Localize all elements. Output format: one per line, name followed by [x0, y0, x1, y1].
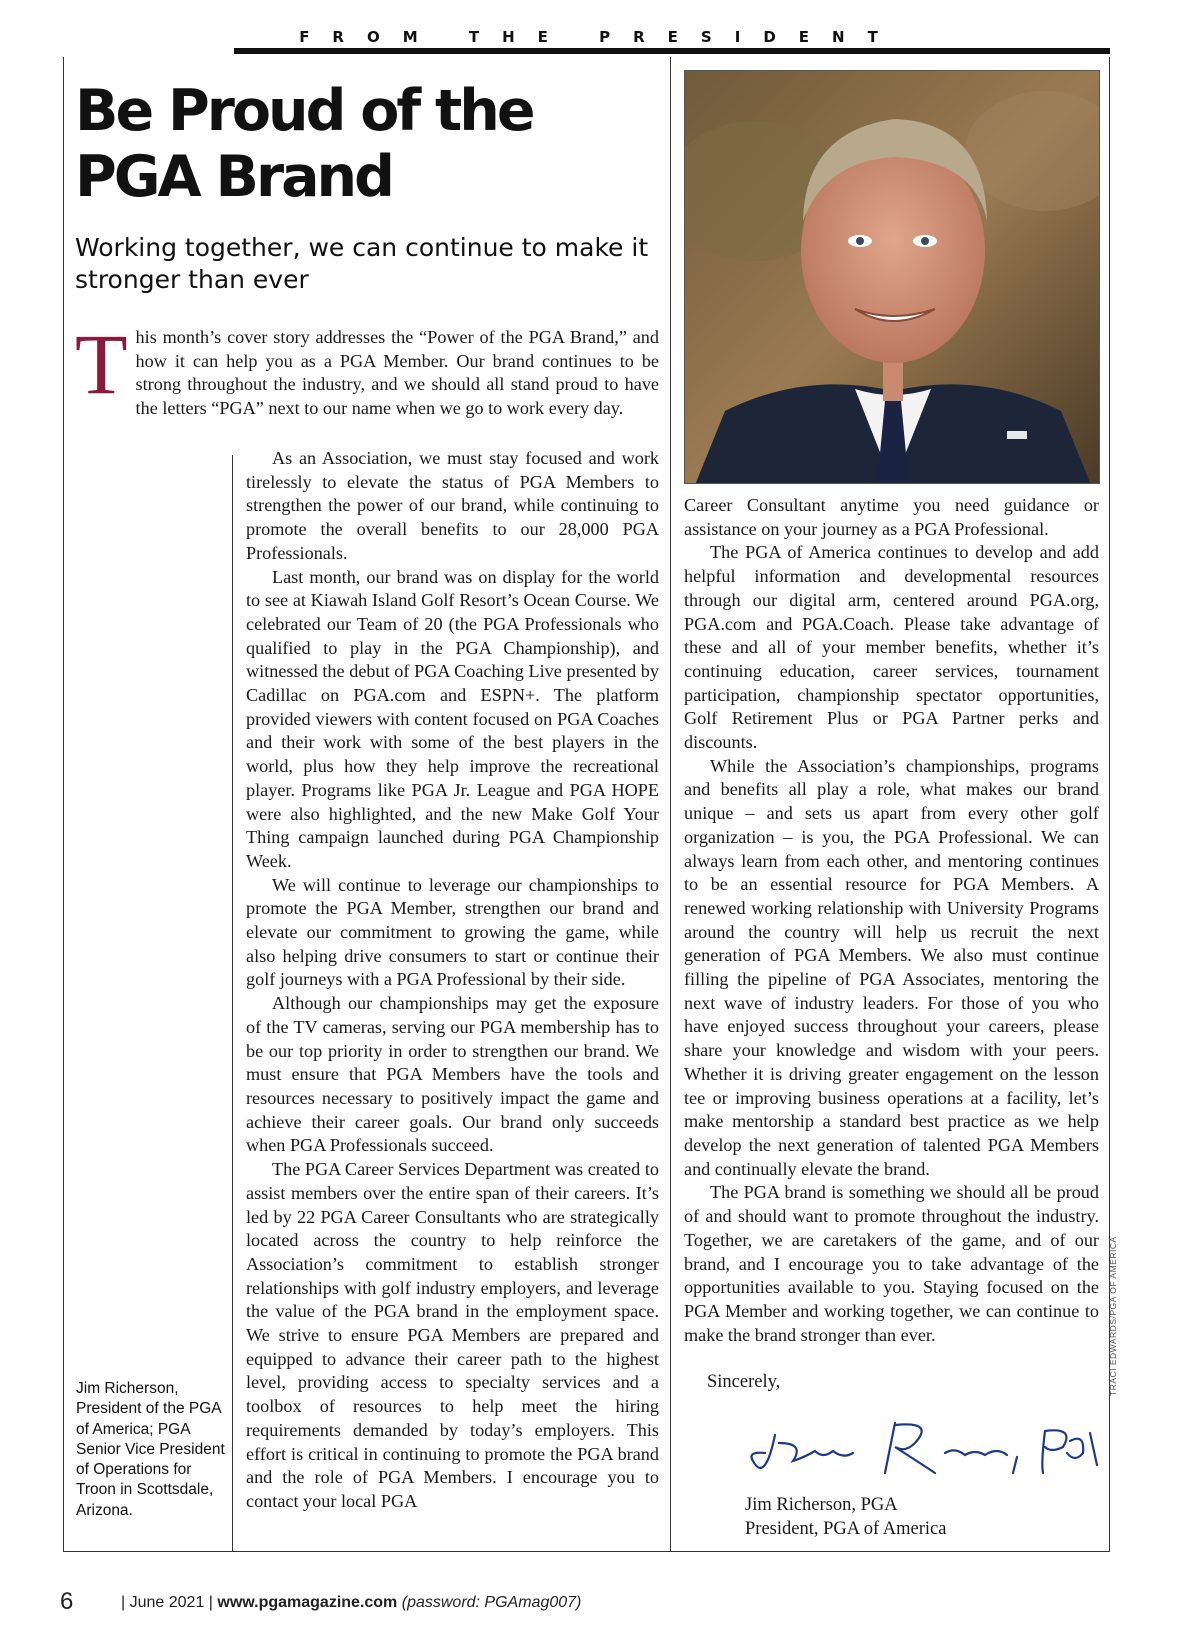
closing: Sincerely,	[707, 1372, 781, 1392]
body-paragraph: We will continue to leverage our championships to promote the PGA Member, strengthen our brand and elevate our commitment to growing the game, while also helping drive consumers to start or continue their golf journeys with a PGA Professional by their side.	[246, 874, 659, 990]
page-number: 6	[60, 1588, 74, 1615]
body-paragraph: The PGA brand is something we should all be proud of and should want to promote throughout the industry. Together, we are caretakers of the game, and of our brand, and I encourage you to take advantage of the opportunities available to you. Staying focused on the PGA Member and working together, we can continue to make the brand stronger than ever.	[684, 1182, 1099, 1345]
drop-cap: T	[75, 316, 128, 412]
footer-line: | June 2021 | www.pgamagazine.com (password: PGAmag007)	[121, 1594, 582, 1611]
signature	[745, 1413, 1105, 1488]
body-paragraph: Last month, our brand was on display for the world to see at Kiawah Island Golf Resort’s Ocean Course. We celebrated our Team of 20 (the PGA Professionals who qualified to play in the PGA Championship), and witnessed the debut of PGA Coaching Live presented by Cadillac on PGA.com and ESPN+. The platform provided viewers with content focused on PGA Coaches and their work with some of the best players in the world, plus how they help improve the recreational player. Programs like PGA Jr. League and PGA HOPE were also highlighted, and the new Make Golf Your Thing campaign launched during PGA Championship Week.	[246, 566, 659, 871]
president-photo	[684, 70, 1100, 484]
section-label: FROM THE PRESIDENT	[299, 28, 901, 46]
bio-caption: Jim Richerson, President of the PGA of America; PGA Senior Vice President of Operations for Troon in Scottsdale, Arizona.	[76, 1380, 225, 1519]
subcolumn-rule	[232, 455, 233, 1552]
headline: Be Proud of the PGA Brand	[75, 78, 533, 210]
signature-block	[745, 1493, 946, 1541]
column-divider	[670, 57, 671, 1552]
issue-date: June 2021	[129, 1594, 205, 1611]
body-paragraph: The PGA of America continues to develop and add helpful information and developmental resources through our digital arm, centered around PGA.org, PGA.com and PGA.Coach. Please take advantage of these and all of your member benefits, whether it’s continuing education, career services, tournament participation, championship spectator opportunities, Golf Retirement Plus or PGA Partner perks and discounts.	[684, 542, 1099, 753]
top-rule	[234, 48, 1110, 54]
middle-column	[246, 447, 659, 1514]
password-note: (password: PGAmag007)	[401, 1594, 582, 1611]
intro-text: his month’s cover story addresses the “Power of the PGA Brand,” and how it can help you as a PGA Member. Our brand continues to be strong throughout the industry, and we should all stand proud to have the letters “PGA” next to our name when we go to work every day.	[135, 327, 659, 419]
intro-paragraph	[75, 316, 659, 421]
website-link[interactable]: www.pgamagazine.com	[217, 1594, 398, 1611]
body-paragraph: As an Association, we must stay focused and work tirelessly to elevate the status of PGA Members to strengthen the power of our brand, while continuing to promote the overall benefits to our 28,000 PGA Professionals.	[246, 448, 659, 563]
signer-title: President, PGA of America	[745, 1519, 947, 1539]
signer-name: Jim Richerson, PGA	[745, 1495, 898, 1515]
right-column	[684, 494, 1099, 1347]
continuation-text: Career Consultant anytime you need guidance or assistance on your journey as a PGA Professional.	[684, 495, 1099, 539]
body-paragraph: The PGA Career Services Department was created to assist members over the entire span of their careers. It’s led by 22 PGA Career Consultants who are strategically located across the country to help reinforce the Association’s commitment to establish stronger relationships with golf industry employers, and leverage the value of the PGA brand in the employment space. We strive to ensure PGA Members are prepared and equipped to advance their career path to the highest level, providing access to specialty services and a toolbox of resources to help meet the hiring requirements demanded by today’s employers. This effort is critical in continuing to promote the PGA brand and the role of PGA Members. I encourage you to contact your local PGA	[246, 1159, 659, 1511]
photo-credit: TRACI EDWARDS/PGA OF AMERICA	[1108, 1236, 1118, 1396]
portrait-illustration	[685, 71, 1100, 484]
subhead: Working together, we can continue to make it stronger than ever	[75, 233, 649, 294]
body-paragraph: Although our championships may get the exposure of the TV cameras, serving our PGA membership has to be our top priority in order to strengthen our brand. We must ensure that PGA Members have the tools and resources necessary to positively impact the game and achieve their career goals. Our brand only succeeds when PGA Professionals succeed.	[246, 993, 659, 1156]
body-paragraph: While the Association’s championships, programs and benefits all play a role, what makes our brand unique – and sets us apart from every other golf organization – is you, the PGA Professional. We can always learn from each other, and mentoring continues to be an essential resource for PGA Members. A renewed working relationship with University Programs around the country will help us recruit the next generation of PGA Members. We also must continue filling the pipeline of PGA Associates, mentoring the next wave of industry leaders. For those of you who have enjoyed success throughout your careers, please share your knowledge and wisdom with your peers. Whether it is driving greater engagement on the lesson tee or improving business operations at a facility, let’s make mentorship a standard best practice as we help develop the next generation of talented PGA Members and continually elevate the brand.	[684, 755, 1099, 1179]
